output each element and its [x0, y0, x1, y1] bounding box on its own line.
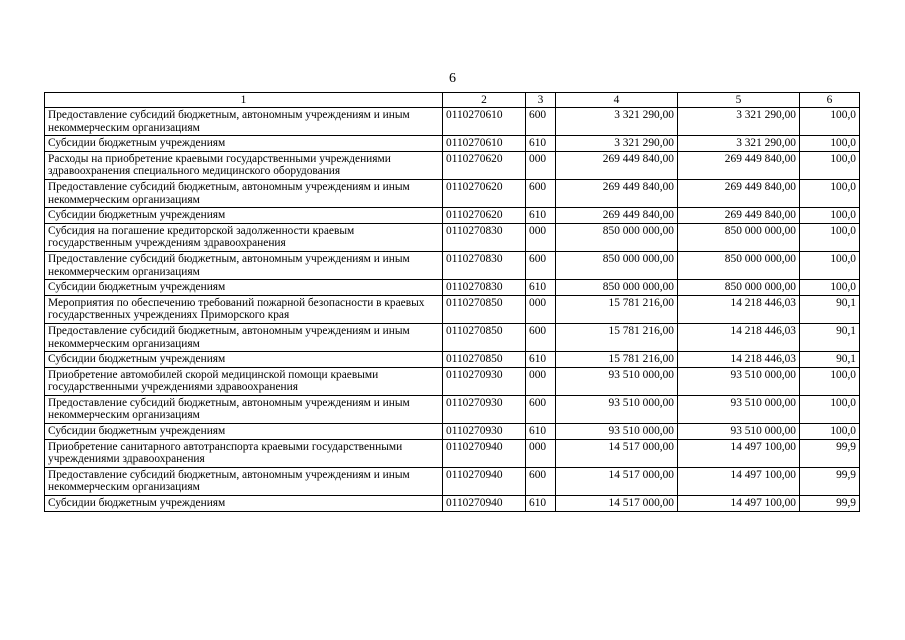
row-name: Приобретение санитарного автотранспорта краевыми государственными учреждениями здравоохранения [45, 439, 443, 467]
row-plan-amount: 269 449 840,00 [556, 151, 678, 179]
row-expense-type: 000 [526, 223, 556, 251]
row-plan-amount: 14 517 000,00 [556, 439, 678, 467]
row-name: Приобретение автомобилей скорой медицинской помощи краевыми государственными учреждениями здравоохранения [45, 367, 443, 395]
row-expense-type: 610 [526, 280, 556, 296]
row-plan-amount: 93 510 000,00 [556, 367, 678, 395]
row-percent: 100,0 [800, 179, 860, 207]
row-target-code: 0110270830 [443, 280, 526, 296]
table-row [45, 108, 860, 136]
header-col-5: 5 [678, 93, 800, 108]
header-col-2: 2 [443, 93, 526, 108]
row-target-code: 0110270940 [443, 439, 526, 467]
header-col-1: 1 [45, 93, 443, 108]
row-actual-amount: 269 449 840,00 [678, 208, 800, 224]
row-target-code: 0110270930 [443, 367, 526, 395]
table-row [45, 323, 860, 351]
row-actual-amount: 14 497 100,00 [678, 467, 800, 495]
row-target-code: 0110270830 [443, 223, 526, 251]
row-expense-type: 600 [526, 251, 556, 279]
row-name: Предоставление субсидий бюджетным, автономным учреждениям и иным некоммерческим организациям [45, 179, 443, 207]
row-name: Предоставление субсидий бюджетным, автономным учреждениям и иным некоммерческим организациям [45, 108, 443, 136]
row-percent: 100,0 [800, 424, 860, 440]
table-row [45, 352, 860, 368]
row-expense-type: 600 [526, 179, 556, 207]
row-name: Предоставление субсидий бюджетным, автономным учреждениям и иным некоммерческим организациям [45, 323, 443, 351]
row-actual-amount: 93 510 000,00 [678, 424, 800, 440]
table-row [45, 295, 860, 323]
row-target-code: 0110270620 [443, 179, 526, 207]
row-actual-amount: 14 218 446,03 [678, 323, 800, 351]
row-name: Субсидия на погашение кредиторской задолженности краевым государственным учреждениям здравоохранения [45, 223, 443, 251]
row-name: Предоставление субсидий бюджетным, автономным учреждениям и иным некоммерческим организациям [45, 467, 443, 495]
table-row [45, 424, 860, 440]
table-row [45, 208, 860, 224]
row-target-code: 0110270850 [443, 295, 526, 323]
row-expense-type: 000 [526, 439, 556, 467]
row-plan-amount: 850 000 000,00 [556, 223, 678, 251]
row-name: Субсидии бюджетным учреждениям [45, 280, 443, 296]
row-percent: 100,0 [800, 136, 860, 152]
row-target-code: 0110270610 [443, 136, 526, 152]
row-target-code: 0110270620 [443, 151, 526, 179]
row-actual-amount: 93 510 000,00 [678, 395, 800, 423]
row-plan-amount: 14 517 000,00 [556, 467, 678, 495]
row-actual-amount: 3 321 290,00 [678, 108, 800, 136]
row-expense-type: 000 [526, 367, 556, 395]
row-expense-type: 600 [526, 467, 556, 495]
row-percent: 99,9 [800, 496, 860, 512]
row-plan-amount: 15 781 216,00 [556, 295, 678, 323]
row-percent: 100,0 [800, 108, 860, 136]
row-name: Субсидии бюджетным учреждениям [45, 208, 443, 224]
row-actual-amount: 14 497 100,00 [678, 439, 800, 467]
row-expense-type: 610 [526, 424, 556, 440]
row-expense-type: 610 [526, 208, 556, 224]
row-percent: 90,1 [800, 295, 860, 323]
row-expense-type: 610 [526, 352, 556, 368]
row-name: Субсидии бюджетным учреждениям [45, 352, 443, 368]
table-row [45, 223, 860, 251]
row-plan-amount: 850 000 000,00 [556, 251, 678, 279]
header-col-6: 6 [800, 93, 860, 108]
table-row [45, 251, 860, 279]
row-expense-type: 610 [526, 496, 556, 512]
header-col-4: 4 [556, 93, 678, 108]
budget-table [44, 92, 860, 512]
row-expense-type: 600 [526, 108, 556, 136]
row-name: Предоставление субсидий бюджетным, автономным учреждениям и иным некоммерческим организациям [45, 395, 443, 423]
row-percent: 100,0 [800, 223, 860, 251]
row-actual-amount: 850 000 000,00 [678, 251, 800, 279]
table-row [45, 136, 860, 152]
row-target-code: 0110270940 [443, 496, 526, 512]
table-row [45, 395, 860, 423]
table-row [45, 367, 860, 395]
row-actual-amount: 850 000 000,00 [678, 223, 800, 251]
row-target-code: 0110270610 [443, 108, 526, 136]
row-percent: 100,0 [800, 251, 860, 279]
row-expense-type: 610 [526, 136, 556, 152]
row-actual-amount: 269 449 840,00 [678, 151, 800, 179]
row-percent: 100,0 [800, 395, 860, 423]
row-target-code: 0110270940 [443, 467, 526, 495]
row-percent: 100,0 [800, 151, 860, 179]
table-row [45, 151, 860, 179]
header-col-3: 3 [526, 93, 556, 108]
row-actual-amount: 269 449 840,00 [678, 179, 800, 207]
row-plan-amount: 15 781 216,00 [556, 352, 678, 368]
row-target-code: 0110270830 [443, 251, 526, 279]
row-target-code: 0110270930 [443, 424, 526, 440]
row-name: Мероприятия по обеспечению требований пожарной безопасности в краевых государственных учреждениях Приморского края [45, 295, 443, 323]
row-actual-amount: 3 321 290,00 [678, 136, 800, 152]
row-target-code: 0110270620 [443, 208, 526, 224]
row-name: Предоставление субсидий бюджетным, автономным учреждениям и иным некоммерческим организациям [45, 251, 443, 279]
table-row [45, 496, 860, 512]
row-percent: 99,9 [800, 467, 860, 495]
row-actual-amount: 93 510 000,00 [678, 367, 800, 395]
table-row [45, 467, 860, 495]
row-name: Расходы на приобретение краевыми государственными учреждениями здравоохранения специального медицинского оборудования [45, 151, 443, 179]
row-percent: 99,9 [800, 439, 860, 467]
table-row [45, 280, 860, 296]
row-actual-amount: 14 218 446,03 [678, 295, 800, 323]
table-row [45, 439, 860, 467]
row-name: Субсидии бюджетным учреждениям [45, 136, 443, 152]
row-percent: 90,1 [800, 352, 860, 368]
row-actual-amount: 14 497 100,00 [678, 496, 800, 512]
page-number: 6 [449, 71, 456, 86]
row-plan-amount: 93 510 000,00 [556, 395, 678, 423]
row-percent: 100,0 [800, 280, 860, 296]
row-plan-amount: 3 321 290,00 [556, 136, 678, 152]
table-row [45, 179, 860, 207]
row-percent: 100,0 [800, 208, 860, 224]
table-header-row [45, 93, 860, 108]
row-plan-amount: 93 510 000,00 [556, 424, 678, 440]
row-target-code: 0110270850 [443, 323, 526, 351]
row-expense-type: 600 [526, 395, 556, 423]
row-plan-amount: 850 000 000,00 [556, 280, 678, 296]
row-expense-type: 000 [526, 295, 556, 323]
row-plan-amount: 14 517 000,00 [556, 496, 678, 512]
row-plan-amount: 269 449 840,00 [556, 179, 678, 207]
row-plan-amount: 15 781 216,00 [556, 323, 678, 351]
row-name: Субсидии бюджетным учреждениям [45, 424, 443, 440]
row-target-code: 0110270850 [443, 352, 526, 368]
row-actual-amount: 850 000 000,00 [678, 280, 800, 296]
row-name: Субсидии бюджетным учреждениям [45, 496, 443, 512]
row-percent: 100,0 [800, 367, 860, 395]
row-expense-type: 600 [526, 323, 556, 351]
row-percent: 90,1 [800, 323, 860, 351]
row-expense-type: 000 [526, 151, 556, 179]
row-plan-amount: 269 449 840,00 [556, 208, 678, 224]
row-actual-amount: 14 218 446,03 [678, 352, 800, 368]
row-target-code: 0110270930 [443, 395, 526, 423]
row-plan-amount: 3 321 290,00 [556, 108, 678, 136]
